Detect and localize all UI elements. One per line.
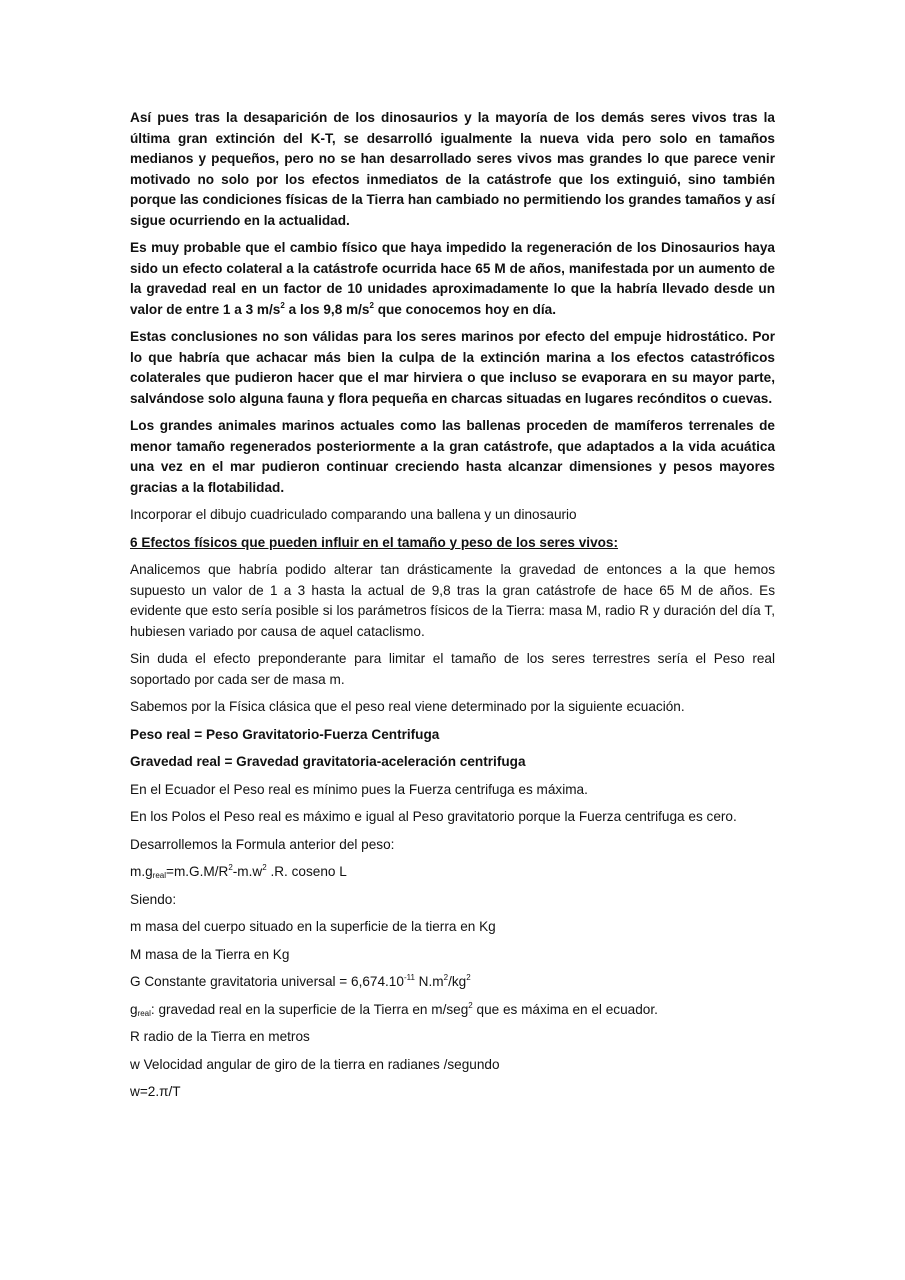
text-fragment: m.g	[130, 864, 153, 879]
superscript: 2	[468, 1000, 473, 1010]
superscript: 2	[443, 973, 449, 982]
superscript: 2	[369, 300, 374, 310]
superscript: 2	[280, 300, 285, 310]
paragraph-poles: En los Polos el Peso real es máximo e igual al Peso gravitatorio porque la Fuerza centrifuga es cero.	[130, 809, 737, 824]
text-fragment: .R. coseno L	[266, 864, 347, 879]
note-incorporate-drawing: Incorporar el dibujo cuadriculado comparando una ballena y un dinosaurio	[130, 507, 577, 522]
text-fragment: Es muy probable que el cambio físico que haya impedido la regeneración de los Dinosaurios haya sido un efecto colateral a la catástrofe ocurrida hace 65 M de años, manifestada por un aumento de la gravedad real en un factor de 10 unidades aproximadamente lo que la habría llevado desde un valor de entre 1 a 3 m/s	[130, 240, 775, 317]
text-fragment: -m.w	[232, 864, 263, 879]
equation-real-gravity: Gravedad real = Gravedad gravitatoria-aceleración centrifuga	[130, 754, 526, 769]
definition-w: w Velocidad angular de giro de la tierra en radianes /segundo	[130, 1056, 500, 1072]
formula-weight	[130, 862, 775, 883]
paragraph-equator: En el Ecuador el Peso real es mínimo pues la Fuerza centrifuga es máxima.	[130, 781, 588, 797]
text-fragment: /kg	[448, 974, 467, 989]
definition-G	[130, 972, 775, 993]
definition-w-formula: w=2.π/T	[130, 1084, 181, 1099]
equation-real-weight: Peso real = Peso Gravitatorio-Fuerza Centrifuga	[130, 726, 440, 742]
superscript: -11	[403, 973, 415, 982]
text-fragment: que conocemos hoy en día.	[377, 301, 556, 317]
paragraph-classical-physics: Sabemos por la Física clásica que el peso real viene determinado por la siguiente ecuación.	[130, 699, 685, 714]
superscript: 2	[466, 973, 471, 982]
superscript: 2	[228, 863, 233, 872]
definition-R: R radio de la Tierra en metros	[130, 1029, 310, 1044]
subscript: real	[152, 871, 167, 880]
text-fragment: que es máxima en el ecuador.	[472, 1001, 658, 1017]
text-fragment: =m.G.M/R	[166, 864, 229, 879]
section-heading: 6 Efectos físicos que pueden influir en el tamaño y peso de los seres vivos:	[130, 534, 619, 550]
document-page	[130, 108, 775, 1110]
definition-M: M masa de la Tierra en Kg	[130, 946, 290, 962]
definition-g-real	[130, 1000, 775, 1021]
paragraph-marine-beings: Estas conclusiones no son válidas para los seres marinos por efecto del empuje hidrostático. Por lo que habría que achacar más bien la culpa de la extinción marina a los efectos catastróficos colaterales que pudieron hacer que el mar hirviera o que incluso se evaporara en su mayor parte, salvándose solo alguna fauna y flora pequeña en charcas situadas en lugares recónditos o cuevas.	[130, 329, 775, 406]
text-fragment: a los 9,8 m/s	[288, 301, 370, 317]
superscript: 2	[262, 863, 267, 872]
text-fragment: : gravedad real en la superficie de la Tierra en m/seg	[150, 1001, 469, 1017]
text-fragment: g	[130, 1001, 138, 1017]
paragraph-siendo: Siendo:	[130, 891, 177, 907]
paragraph-analysis: Analicemos que habría podido alterar tan drásticamente la gravedad de entonces a la que hemos supuesto un valor de 1 a 3 hasta la actual de 9,8 tras la gran catástrofe de hace 65 M de años. Es evidente que esto sería posible si los parámetros físicos de la Tierra: masa M, radio R y duración del día T, hubiesen variado por causa de aquel cataclismo.	[130, 562, 775, 639]
paragraph-dinosaur-extinction: Así pues tras la desaparición de los dinosaurios y la mayoría de los demás seres vivos tras la última gran extinción del K-T, se desarrolló igualmente la nueva vida pero solo en tamaños medianos y pequeños, pero no se han desarrollado seres vivos mas grandes lo que parece venir motivado no solo por los efectos inmediatos de la catástrofe que los extinguió, sino también porque las condiciones físicas de la Tierra han cambiado no permitiendo los grandes tamaños y así sigue ocurriendo en la actualidad.	[130, 110, 775, 228]
paragraph-whales: Los grandes animales marinos actuales como las ballenas proceden de mamíferos terrenales de menor tamaño regenerados posteriormente a la gran catástrofe, que adaptados a la vida acuática una vez en el mar pudieron continuar creciendo hasta alcanzar dimensiones y pesos mayores gracias a la flotabilidad.	[130, 418, 775, 495]
paragraph-gravity-change	[130, 238, 775, 320]
paragraph-real-weight: Sin duda el efecto preponderante para limitar el tamaño de los seres terrestres sería el Peso real soportado por cada ser de masa m.	[130, 651, 775, 687]
subscript: real	[137, 1008, 151, 1018]
text-fragment: G Constante gravitatoria universal = 6,674.10	[130, 974, 404, 989]
text-fragment: N.m	[414, 974, 444, 989]
paragraph-develop-formula: Desarrollemos la Formula anterior del peso:	[130, 836, 395, 852]
definition-m: m masa del cuerpo situado en la superficie de la tierra en Kg	[130, 919, 496, 934]
